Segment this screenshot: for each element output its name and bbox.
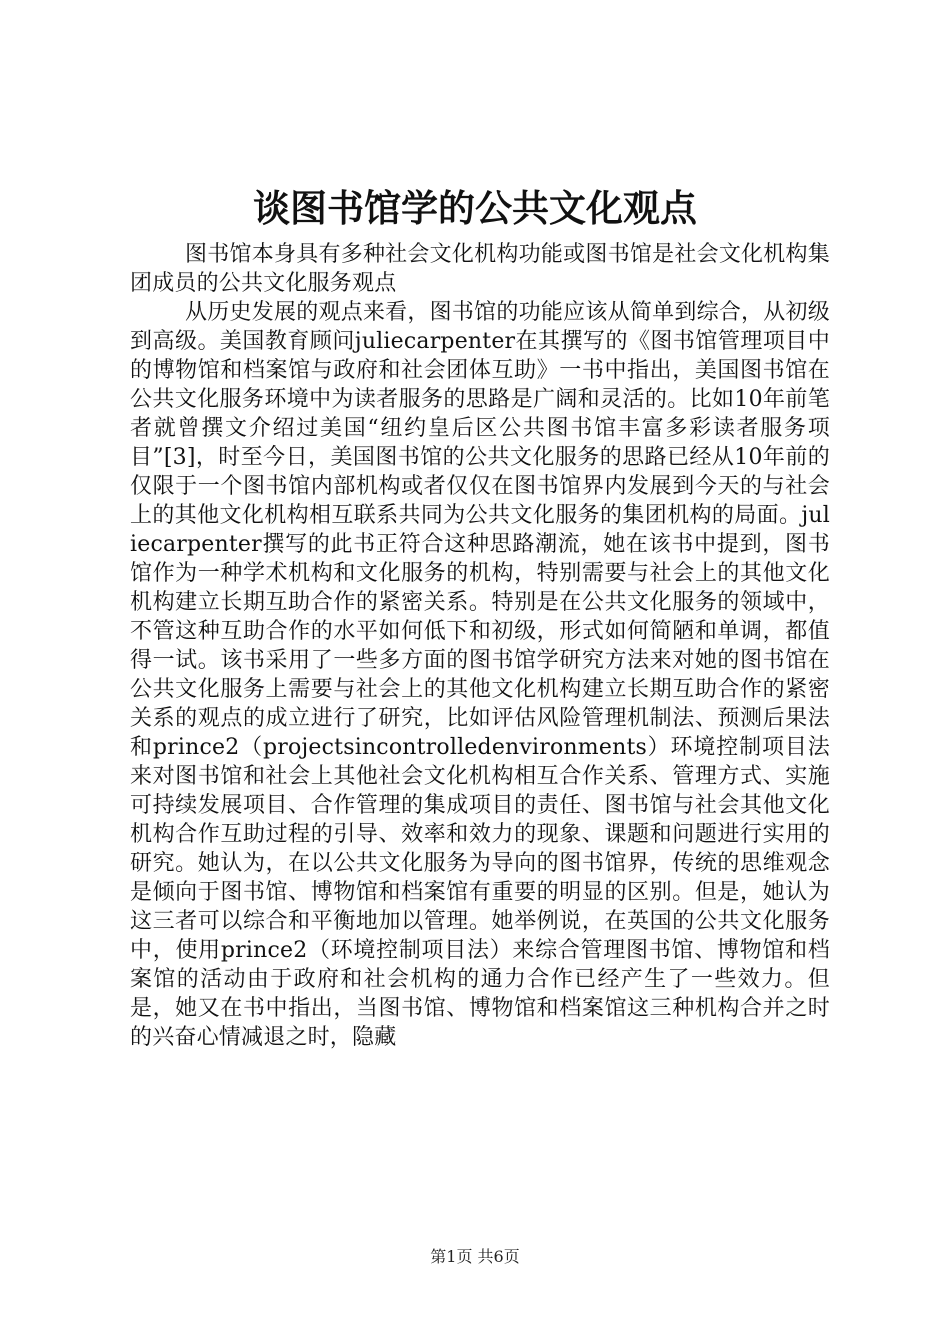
paragraph-1: 图书馆本身具有多种社会文化机构功能或图书馆是社会文化机构集团成员的公共文化服务观点 [130, 242, 830, 296]
paragraph-2: 从历史发展的观点来看，图书馆的功能应该从简单到综合，从初级到高级。美国教育顾问juliecarpenter在其撰写的《图书馆管理项目中的博物馆和档案馆与政府和社会团体互助》一书中指出，美国图书馆在公共文化服务环境中为读者服务的思路是广阔和灵活的。比如10年前笔者就曾撰文介绍过美国“纽约皇后区公共图书馆丰富多彩读者服务项目”[3]，时至今日，美国图书馆的公共文化服务的思路已经从10年前的仅限于一个图书馆内部机构或者仅仅在图书馆界内发展到今天的与社会上的其他文化机构相互联系共同为公共文化服务的集团机构的局面。juliecarpenter撰写的此书正符合这种思路潮流，她在该书中提到，图书馆作为一种学术机构和文化服务的机构，特别需要与社会上的其他文化机构建立长期互助合作的紧密关系。特别是在公共文化服务的领域中，不管这种互助合作的水平如何低下和初级，形式如何简陋和单调，都值得一试。该书采用了一些多方面的图书馆学研究方法来对她的图书馆在公共文化服务上需要与社会上的其他文化机构建立长期互助合作的紧密关系的观点的成立进行了研究，比如评估风险管理机制法、预测后果法和prince2（projectsincontrolledenvironments）环境控制项目法来对图书馆和社会上其他社会文化机构相互合作关系、管理方式、实施可持续发展项目、合作管理的集成项目的责任、图书馆与社会其他文化机构合作互助过程的引导、效率和效力的现象、课题和问题进行实用的研究。她认为，在以公共文化服务为导向的图书馆界，传统的思维观念是倾向于图书馆、博物馆和档案馆有重要的明显的区别。但是，她认为这三者可以综合和平衡地加以管理。她举例说，在英国的公共文化服务中，使用prince2（环境控制项目法）来综合管理图书馆、博物馆和档案馆的活动由于政府和社会机构的通力合作已经产生了一些效力。但是，她又在书中指出，当图书馆、博物馆和档案馆这三种机构合并之时的兴奋心情减退之时，隐藏 [130, 300, 830, 1050]
document-body [130, 240, 830, 1052]
page-footer: 第1页 共6页 [430, 1247, 520, 1266]
document-title: 谈图书馆学的公共文化观点 [253, 186, 697, 230]
